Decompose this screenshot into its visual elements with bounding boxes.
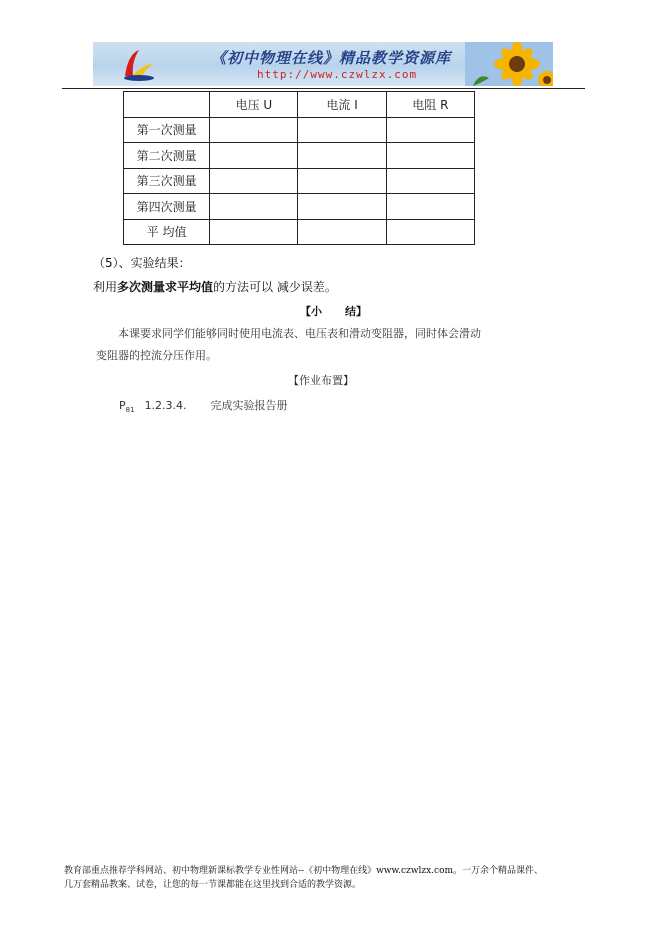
header-cell-voltage: 电压 U (210, 92, 298, 118)
table-cell (386, 194, 474, 220)
method-suffix: 的方法可以 减少误差。 (213, 280, 337, 294)
method-sentence (93, 278, 337, 295)
table-cell (298, 219, 386, 245)
row-label: 第一次测量 (124, 117, 210, 143)
header-banner (93, 42, 553, 86)
homework-items: 1.2.3.4. (144, 399, 187, 412)
table-cell (386, 117, 474, 143)
homework-page-number: 81 (125, 406, 135, 415)
row-label: 第二次测量 (124, 143, 210, 169)
table-cell (386, 219, 474, 245)
banner-title: 《初中物理在线》精品教学资源库 (211, 49, 452, 67)
summary-title: 【小 结】 (300, 305, 367, 318)
page-footer (64, 864, 604, 892)
summary-line-1: 本课要求同学们能够同时使用电流表、电压表和滑动变阻器，同时体会滑动 (118, 327, 481, 340)
table-row (124, 143, 475, 169)
homework-title: 【作业布置】 (288, 374, 354, 387)
table-cell (210, 143, 298, 169)
header-cell-resistance: 电阻 R (386, 92, 474, 118)
site-logo-icon (119, 48, 155, 82)
sunflower-icon (465, 42, 553, 86)
table-cell (298, 168, 386, 194)
footer-line-2: 几万套精品教案、试卷，让您的每一节课都能在这里找到合适的教学资源。 (64, 880, 362, 890)
banner-url[interactable]: http://www.czwlzx.com (257, 68, 418, 81)
measurement-table (123, 91, 475, 245)
table-header-row (124, 92, 475, 118)
header-cell (124, 92, 210, 118)
result-heading: （5）、实验结果： (93, 256, 191, 270)
table-cell (386, 168, 474, 194)
row-label: 平 均值 (124, 219, 210, 245)
homework-task: 完成实验报告册 (210, 399, 288, 412)
header-cell-current: 电流 I (298, 92, 386, 118)
method-bold: 多次测量求平均值 (117, 280, 214, 294)
header-rule (62, 88, 585, 89)
table-cell (210, 219, 298, 245)
table-row (124, 219, 475, 245)
table-cell (210, 194, 298, 220)
table-row (124, 117, 475, 143)
homework-line (119, 397, 288, 414)
summary-line-2: 变阻器的控流分压作用。 (96, 349, 217, 362)
table-row (124, 194, 475, 220)
table-cell (298, 117, 386, 143)
row-label: 第三次测量 (124, 168, 210, 194)
table-cell (298, 143, 386, 169)
table-cell (210, 117, 298, 143)
table-cell (386, 143, 474, 169)
table-row (124, 168, 475, 194)
homework-page: P (119, 399, 126, 412)
row-label: 第四次测量 (124, 194, 210, 220)
method-prefix: 利用 (93, 280, 118, 294)
table-cell (298, 194, 386, 220)
table-cell (210, 168, 298, 194)
footer-line-1: 教育部重点推荐学科网站、初中物理新课标教学专业性网站--《初中物理在线》www.czwlzx.com。一万余个精品课件、 (64, 866, 544, 876)
